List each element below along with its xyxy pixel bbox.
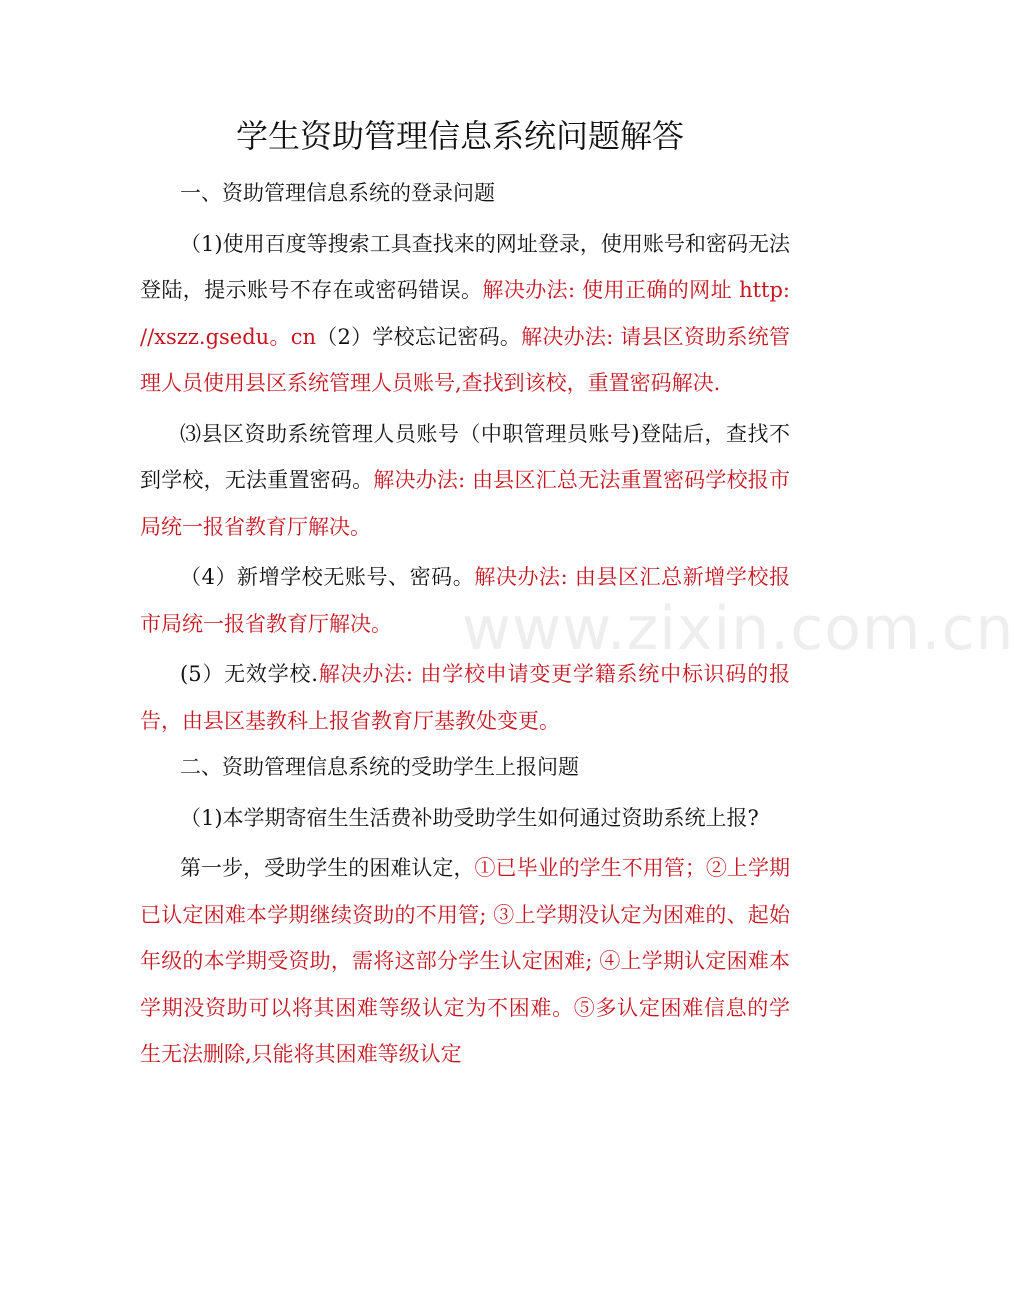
solution-1: 解决办法: 使用正确的网址 http: //xszz.gsedu。cn	[140, 278, 790, 349]
watermark: www.zixin.com.cn	[462, 594, 1014, 664]
paragraph-4	[140, 554, 790, 647]
document-title: 学生资助管理信息系统问题解答	[235, 117, 684, 155]
solution-5: 解决办法: 由学校申请变更学籍系统中标识码的报告，由县区基教科上报省教育厅基教处变更。	[140, 662, 790, 733]
step-1-text: 第一步，受助学生的困难认定，	[180, 856, 475, 880]
paragraph-3-text: ⑶县区资助系统管理人员账号（中职管理员账号)登陆后，查找不到学校，无法重置密码。	[140, 421, 790, 492]
question-1: （1)本学期寄宿生生活费补助受助学生如何通过资助系统上报?	[180, 805, 759, 830]
paragraph-1	[140, 221, 790, 407]
paragraph-5-text: (5）无效学校.	[180, 662, 318, 686]
step-1-details: ①已毕业的学生不用管；②上学期已认定困难本学期继续资助的不用管; ③上学期没认定为困难的、起始年级的本学期受资助，需将这部分学生认定困难; ④上学期认定困难本学期没资助可以将其困难等级认定为不困难。⑤多认定困难信息的学生无法删除,只能将其困难等级认定	[140, 856, 790, 1066]
step-1	[140, 845, 790, 1078]
solution-4: 解决办法: 由县区汇总新增学校报市局统一报省教育厅解决。	[140, 565, 790, 636]
paragraph-4-text: （4）新增学校无账号、密码。	[180, 565, 475, 589]
paragraph-2-text: （2）学校忘记密码。	[316, 324, 522, 349]
section-1-heading: 一、资助管理信息系统的登录问题	[180, 181, 495, 205]
paragraph-1-text: （1)使用百度等搜索工具查找来的网址登录，使用账号和密码无法登陆，提示账号不存在或密码错误。	[140, 231, 790, 302]
solution-3: 解决办法: 由县区汇总无法重置密码学校报市局统一报省教育厅解决。	[140, 468, 791, 539]
document-body	[140, 170, 790, 1078]
paragraph-3	[140, 411, 790, 551]
paragraph-5	[140, 651, 790, 744]
solution-2: 解决办法: 请县区资助系统管理人员使用县区系统管理人员账号,查找到该校，重置密码解决.	[140, 324, 790, 395]
section-2-heading: 二、资助管理信息系统的受助学生上报问题	[180, 755, 579, 779]
